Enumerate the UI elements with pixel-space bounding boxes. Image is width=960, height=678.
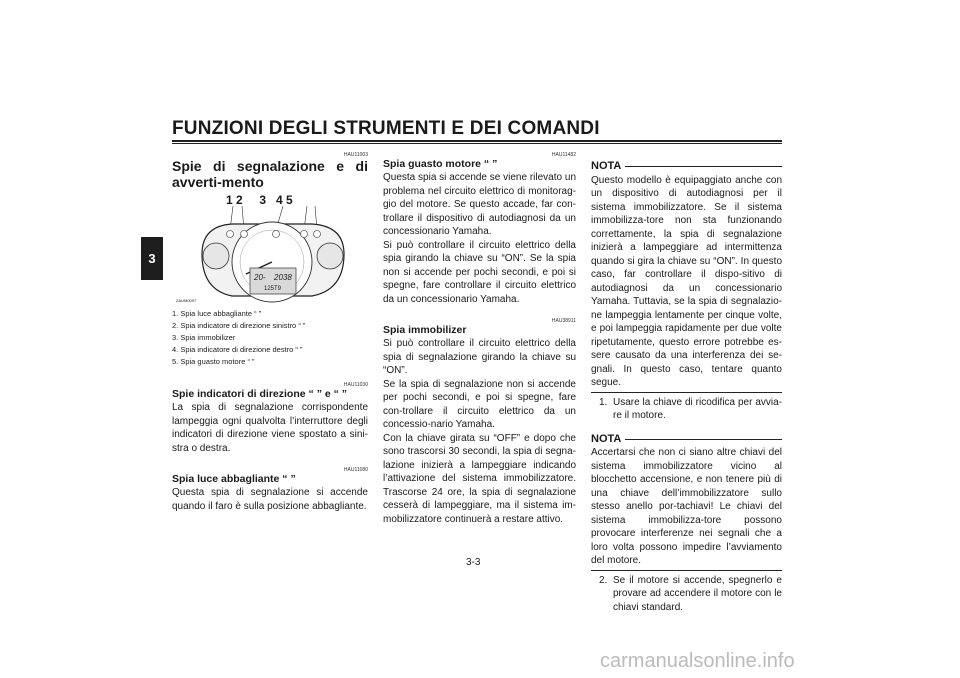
column-2	[383, 152, 576, 526]
subheading-immobilizer: Spia immobilizer	[383, 324, 467, 336]
list-item: 1. Usare la chiave di ricodifica per avvia-re il motore.	[599, 396, 782, 421]
paragraph: Questa spia si accende se viene rilevato un problema nel circuito elettrico di monitorag-gio del motore. Se questo accade, far con-trollare il dispositivo di autodiagnosi da un concessionario Yamaha.	[383, 172, 576, 237]
nota-heading	[591, 433, 782, 447]
paragraph: Si può controllare il circuito elettrico della spia girando la chiave su “ON”. Se la spia non si accende per pochi secondi, e poi si spegne, fare controllare il circuito elettrico da un concessionario Yamaha.	[383, 239, 576, 305]
nota-heading	[591, 160, 782, 174]
watermark: carmanualsonline.info	[600, 650, 795, 672]
section-code: HAU11482	[551, 152, 576, 158]
figure-captions	[172, 308, 368, 368]
column-1	[172, 152, 368, 513]
page-number: 3-3	[466, 557, 481, 568]
caption-item: 4. Spia indicatore di direzione destro “ ”	[172, 345, 303, 354]
caption-item: 1. Spia luce abbagliante “ ”	[172, 309, 262, 318]
paragraph: Con la chiave girata su “OFF” e dopo che sono trascorsi 30 secondi, la spia di segna-lazione inizierà a lampeggiare indicando l’attivazione del sistema immobilizzatore. Trascorse 24 ore, la spia di segnalazione cesserà di lampeggiare, ma il sistema im-mobilizzatore continuerà a restare attivo.	[383, 432, 576, 525]
section-code: HAU38911	[551, 318, 576, 324]
section-code: HAU11003	[343, 152, 368, 158]
title-rule-thin	[172, 143, 782, 144]
paragraph: La spia di segnalazione corrispondente lampeggia ogni qualvolta l’interruttore degli indicatori di direzione viene spostato a sini-stra o destra.	[172, 402, 368, 454]
column-3	[591, 160, 782, 614]
nota-label: NOTA	[591, 160, 622, 172]
instrument-figure	[172, 194, 368, 308]
section-heading: Spie di segnalazione e di avverti-mento	[172, 158, 368, 190]
list-item: 2. Se il motore si accende, spegnerlo e provare ad accendere il motore con le chiavi standard.	[599, 574, 782, 613]
caption-item: 3. Spia immobilizer	[172, 333, 236, 342]
gauge-trip: 125T9	[264, 286, 282, 292]
page-title: FUNZIONI DEGLI STRUMENTI E DEI COMANDI	[172, 118, 600, 139]
title-rule	[172, 140, 782, 142]
figure-callouts: 1 2 3 4 5	[226, 193, 293, 207]
subheading-engine-fault: Spia guasto motore “ ”	[383, 158, 498, 170]
nota-text: Accertarsi che non ci siano altre chiavi del sistema immobilizzatore vicino al blocchetto accensione, e non tenere più di una chiave dell’immobilizzatore sullo stesso anello por-tachiavi! Le chiavi del sistema immobilizza-tore possono provocare interferenze nei segnali che a loro volta possono impedire l’avviamento del motore.	[591, 447, 782, 566]
caption-item: 2. Spia indicatore di direzione sinistro “ ”	[172, 321, 306, 330]
subheading-high-beam: Spia luce abbagliante “ ”	[172, 473, 296, 485]
paragraph: Se la spia di segnalazione non si accende per pochi secondi, e poi si spegne, fare con-trollare il circuito elettrico da un concessio-nario Yamaha.	[383, 378, 576, 430]
section-code: HAU11030	[343, 382, 368, 388]
nota-text: Questo modello è equipaggiato anche con un dispositivo di autodiagnosi per il sistema immobilizzatore. Se il sistema immobilizza-tore non sta funzionando correttamente, la spia di segnalazione inizierà a lampeggiare ad intermittenza quando si gira la chiave su “ON”. In questo caso, far controllare il dispo-sitivo di autodiagnosi da un concessionario Yamaha. Tuttavia, se la spia di segnalazio-ne lampeggia lentamente per cinque volte, e poi lampeggia rapidamente per due volte ripetutamente, questo errore potrebbe es-sere causato da una interferenza dei se-gnali. In questo caso, tentare quanto segue.	[591, 174, 782, 388]
figure-code: ZAUM0097	[176, 298, 197, 303]
chapter-tab: 3	[141, 237, 163, 280]
subheading-direction: Spie indicatori di direzione “ ” e “ ”	[172, 388, 348, 400]
section-code: HAU11080	[343, 467, 368, 473]
nota-label: NOTA	[591, 432, 622, 445]
gauge-clock: 2038	[274, 273, 292, 282]
caption-item: 5. Spia guasto motore “ ”	[172, 357, 255, 366]
nota-divider	[591, 570, 782, 571]
nota-divider	[591, 392, 782, 393]
paragraph: Si può controllare il circuito elettrico della spia di segnalazione girando la chiave su “ON”.	[383, 338, 576, 376]
paragraph: Questa spia di segnalazione si accende quando il faro è sulla posizione abbagliante.	[172, 487, 368, 512]
gauge-odometer: 20-	[254, 273, 266, 282]
